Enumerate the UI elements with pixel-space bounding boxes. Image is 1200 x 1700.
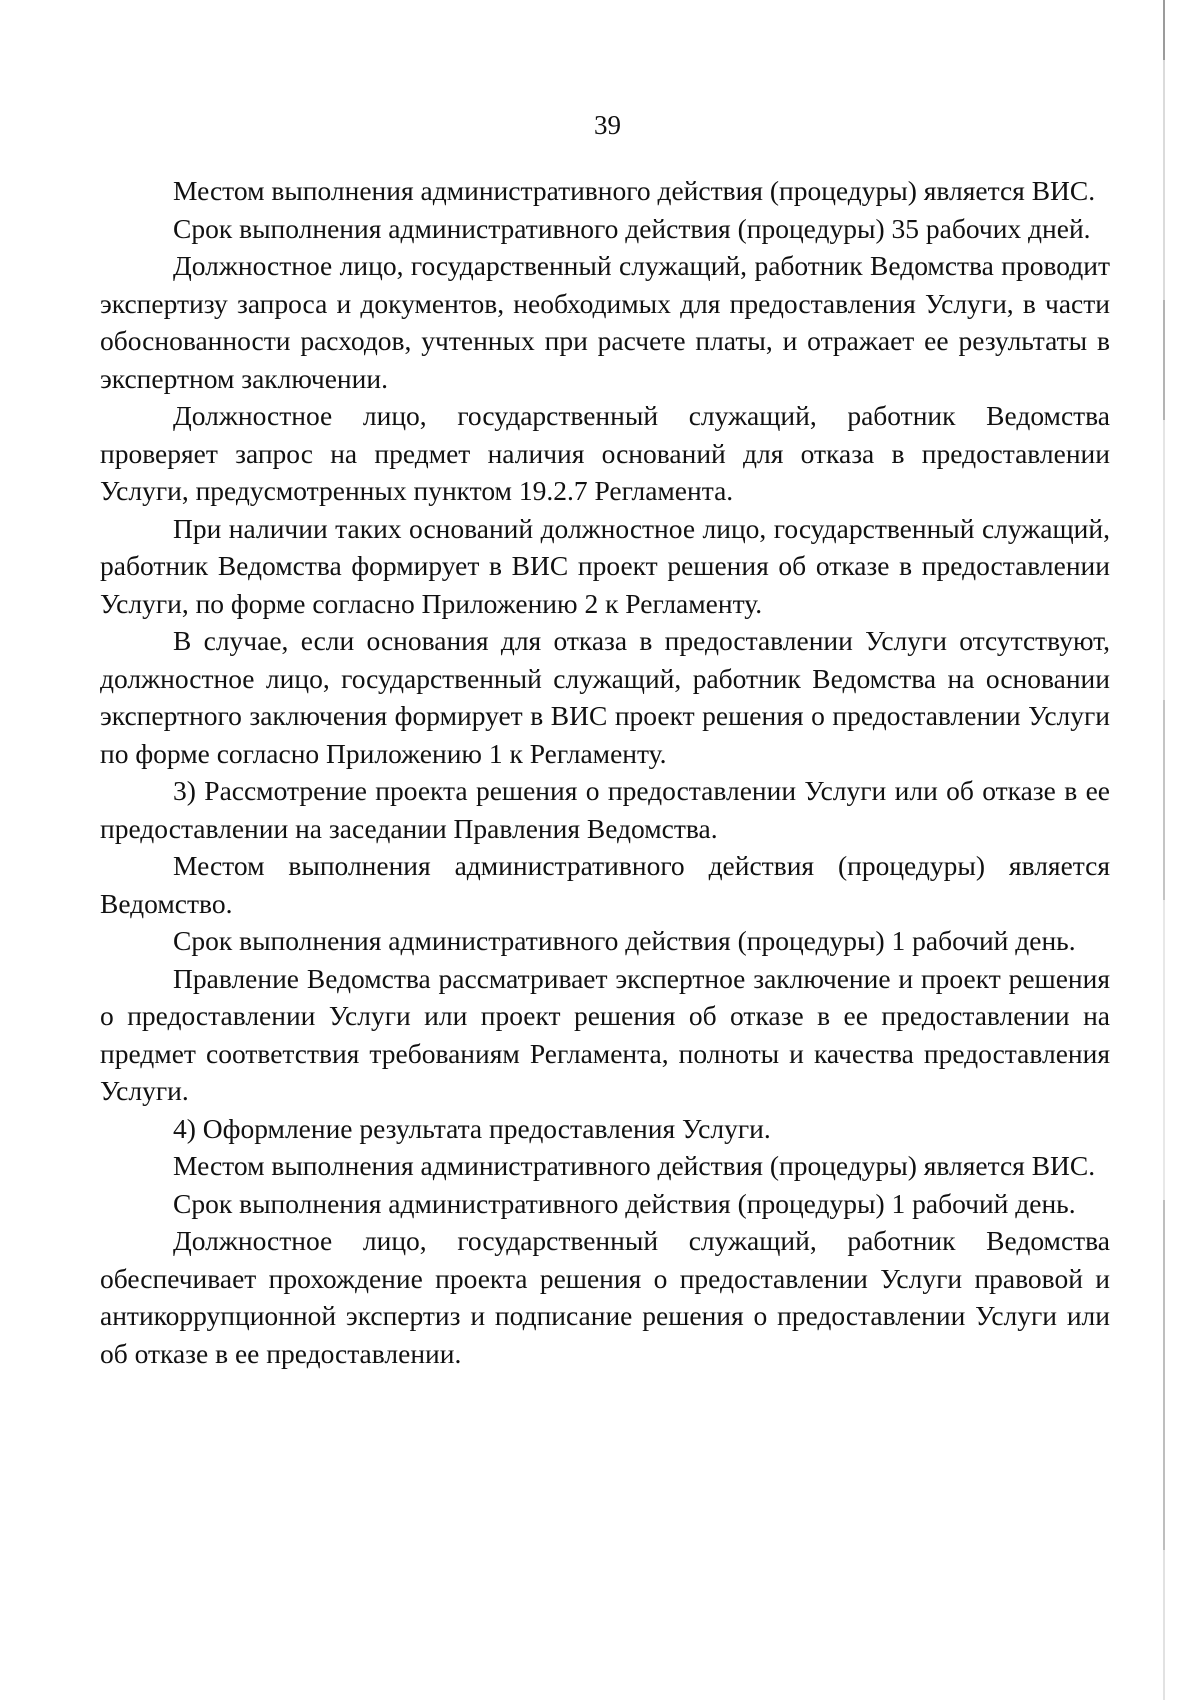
scan-edge-line <box>1163 0 1165 1700</box>
paragraph-approval-draft: В случае, если основания для отказа в предоставлении Услуги отсутствуют, должностное лицо, государственный служащий, работник Ведомства на основании экспертного заключения формирует в ВИС проект решения о предоставлении Услуги по форме согласно Приложению 1 к Регламенту. <box>100 625 1110 769</box>
paragraph-final-signing: Должностное лицо, государственный служащий, работник Ведомства обеспечивает прохождение проекта решения о предоставлении Услуги правовой и антикоррупционной экспертиз и подписание решения о предоставлении Услуги или об отказе в ее предоставлении. <box>100 1225 1110 1369</box>
paragraph-step-4-heading: 4) Оформление результата предоставления Услуги. <box>173 1112 771 1144</box>
paragraph-refusal-draft: При наличии таких оснований должностное лицо, государственный служащий, работник Ведомства формирует в ВИС проект решения об отказе в предоставлении Услуги, по форме согласно Приложению 2 к Регламенту. <box>100 512 1110 619</box>
page-number: 39 <box>594 110 621 140</box>
paragraph-check-grounds: Должностное лицо, государственный служащий, работник Ведомства проверяет запрос на предмет наличия оснований для отказа в предоставлении Услуги, предусмотренных пунктом 19.2.7 Регламента. <box>100 400 1110 506</box>
paragraph-execution-term-1: Срок выполнения административного действия (процедуры) 35 рабочих дней. <box>173 212 1091 244</box>
paragraph-execution-place-2: Местом выполнения административного действия (процедуры) является Ведомство. <box>100 850 1110 919</box>
paragraph-expertise: Должностное лицо, государственный служащий, работник Ведомства проводит экспертизу запроса и документов, необходимых для предоставления Услуги, в части обоснованности расходов, учтенных при расчете платы, и отражает ее результаты в экспертном заключении. <box>100 250 1110 394</box>
document-body <box>100 172 1110 1372</box>
paragraph-execution-place-3: Местом выполнения административного действия (процедуры) является ВИС. <box>173 1150 1096 1181</box>
paragraph-board-review: Правление Ведомства рассматривает экспертное заключение и проект решения о предоставлении Услуги или проект решения об отказе в ее предоставлении на предмет соответствия требованиям Регламента, полноты и качества предоставления Услуги. <box>100 962 1110 1106</box>
paragraph-execution-term-2: Срок выполнения административного действия (процедуры) 1 рабочий день. <box>173 925 1076 956</box>
paragraph-execution-term-3: Срок выполнения административного действия (процедуры) 1 рабочий день. <box>173 1187 1076 1219</box>
paragraph-step-3-heading: 3) Рассмотрение проекта решения о предоставлении Услуги или об отказе в ее предоставлении на заседании Правления Ведомства. <box>100 775 1110 844</box>
paragraph-execution-place-1: Местом выполнения административного действия (процедуры) является ВИС. <box>173 175 1096 206</box>
